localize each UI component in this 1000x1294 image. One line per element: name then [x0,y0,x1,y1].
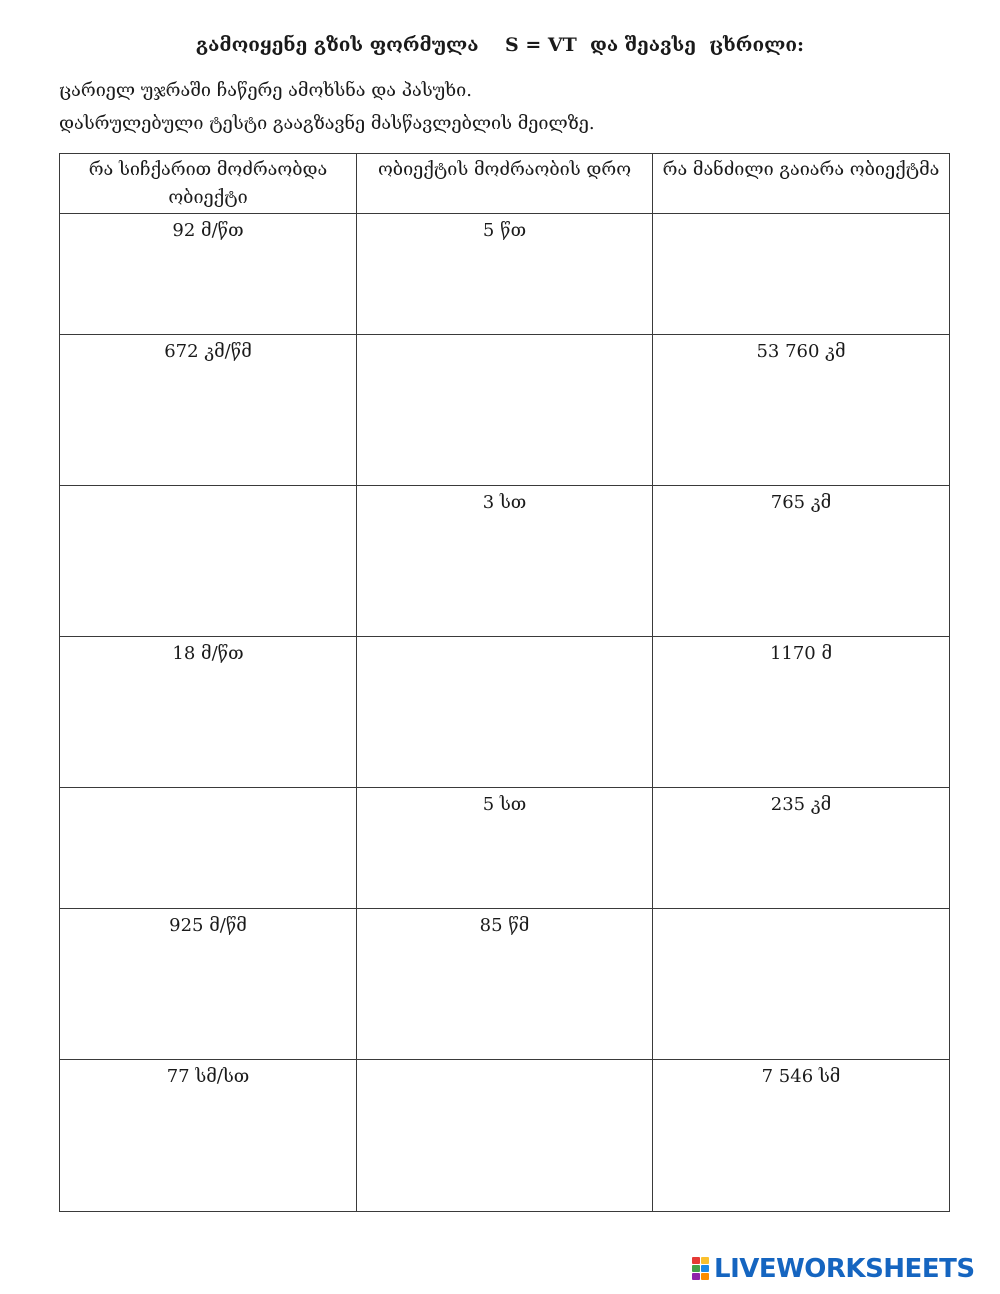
logo-square [701,1257,709,1264]
answer-cell-speed[interactable] [60,486,357,637]
value-cell-speed: 77 სმ/სთ [60,1060,357,1212]
table-row [60,1060,950,1212]
logo-square [692,1273,700,1280]
brand-name: LIVEWORKSHEETS [714,1254,975,1284]
column-header-distance: რა მანძილი გაიარა ობიექტმა [653,154,950,214]
value-cell-speed: 92 მ/წთ [60,214,357,335]
logo-square [692,1257,700,1264]
value-cell-distance: 1170 მ [653,637,950,788]
value-cell-time: 5 წთ [357,214,653,335]
column-header-speed: რა სიჩქარით მოძრაობდა ობიექტი [60,154,357,214]
value-cell-speed: 672 კმ/წმ [60,335,357,486]
column-header-time: ობიექტის მოძრაობის დრო [357,154,653,214]
table-body [60,214,950,1212]
instruction-line-2: დასრულებული ტესტი გააგზავნე მასწავლებლის მეილზე. [59,113,595,134]
value-cell-distance: 235 კმ [653,788,950,909]
logo-square [692,1265,700,1272]
instruction-line-1: ცარიელ უჯრაში ჩაწერე ამოხსნა და პასუხი. [59,80,472,101]
worksheet-table [59,153,950,1212]
value-cell-time: 3 სთ [357,486,653,637]
answer-cell-time[interactable] [357,637,653,788]
logo-square [701,1265,709,1272]
answer-cell-distance[interactable] [653,909,950,1060]
table-row [60,335,950,486]
answer-cell-time[interactable] [357,335,653,486]
value-cell-speed: 925 მ/წმ [60,909,357,1060]
table-header-row [60,154,950,214]
value-cell-distance: 765 კმ [653,486,950,637]
table-row [60,486,950,637]
page-title: გამოიყენე გზის ფორმულა S = VT და შეავსე ცხრილი: [195,34,805,56]
value-cell-speed: 18 მ/წთ [60,637,357,788]
table-row [60,214,950,335]
table-row [60,637,950,788]
answer-cell-time[interactable] [357,1060,653,1212]
logo-square [701,1273,709,1280]
table-row [60,788,950,909]
value-cell-distance: 53 760 კმ [653,335,950,486]
table-row [60,909,950,1060]
liveworksheets-logo-icon [692,1257,710,1281]
value-cell-time: 85 წმ [357,909,653,1060]
value-cell-time: 5 სთ [357,788,653,909]
answer-cell-distance[interactable] [653,214,950,335]
answer-cell-speed[interactable] [60,788,357,909]
value-cell-distance: 7 546 სმ [653,1060,950,1212]
liveworksheets-logo [692,1255,975,1283]
